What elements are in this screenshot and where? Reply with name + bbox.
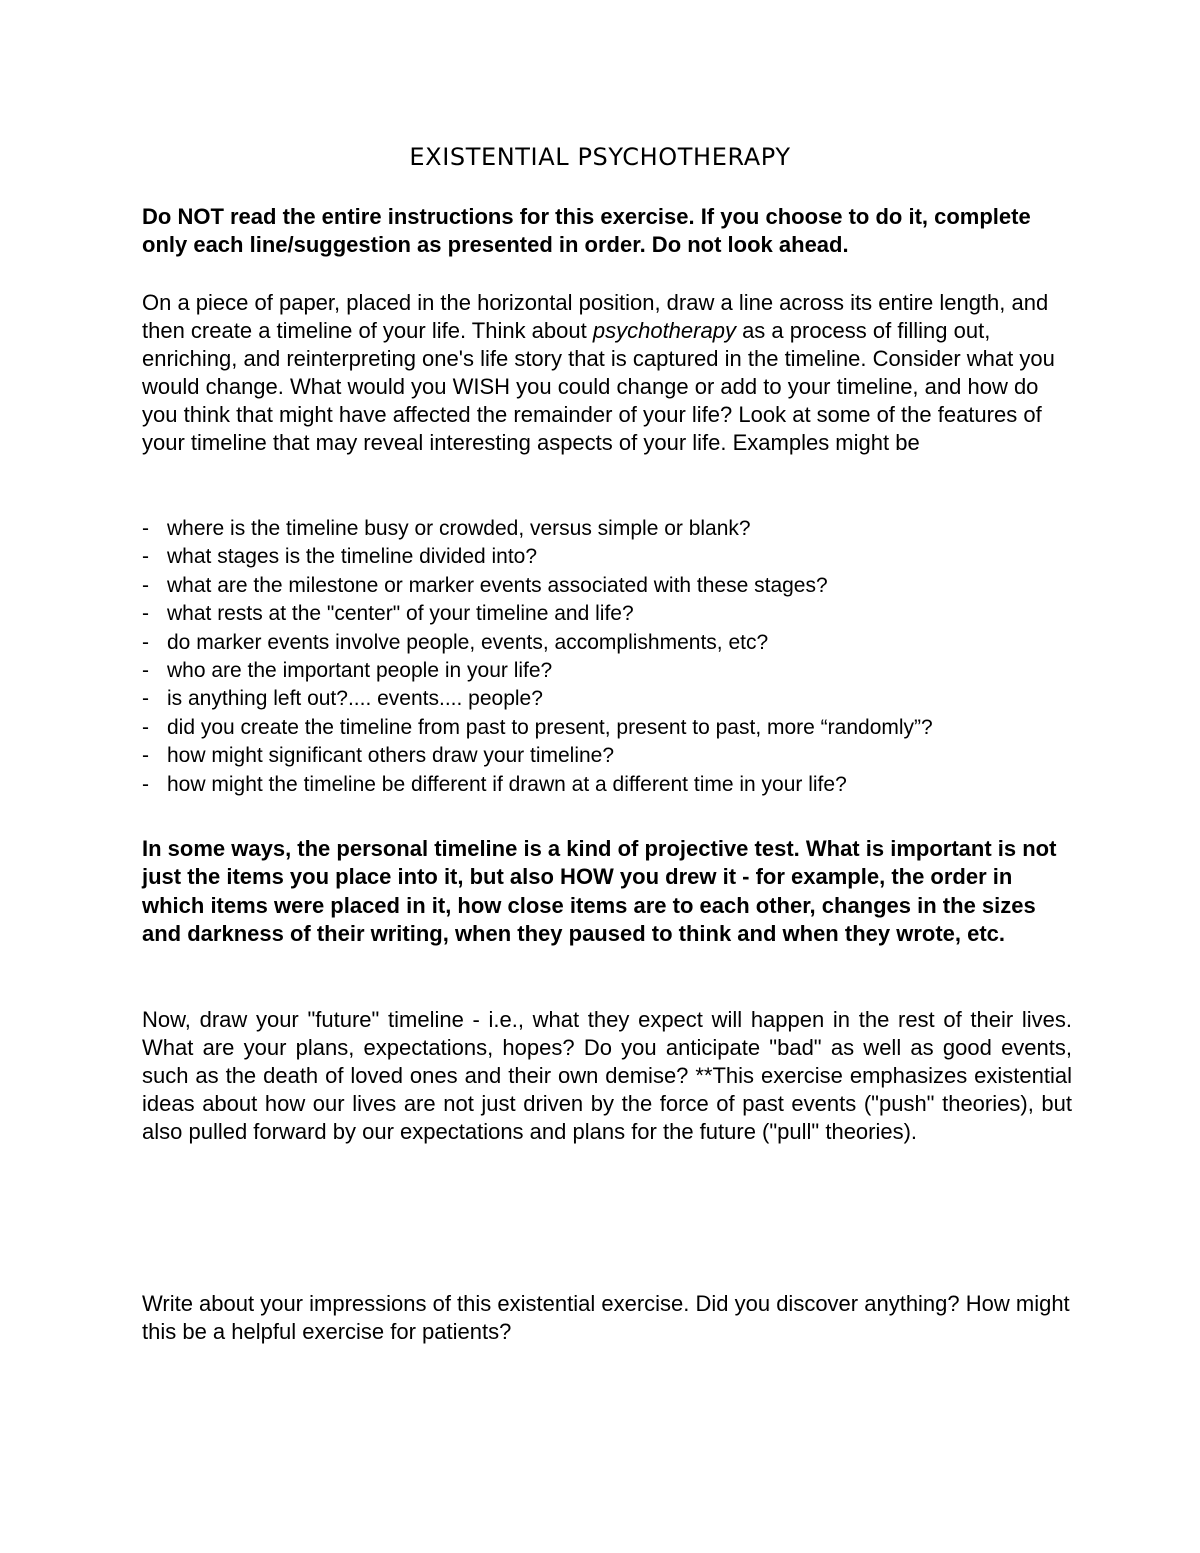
psychotherapy-emphasis: psychotherapy <box>592 318 736 343</box>
timeline-instructions-part2: as a process of filling out, enriching, and reinterpreting one's life story that is captured in the timeline. Consider what you would change. What would you WISH you could change or add to your timeline, and how do you think that might have affected the remainder of your life? Look at some of the features of your timeline that may reveal interesting aspects of your life. Examples might be <box>142 318 1055 455</box>
list-item-text: what are the milestone or marker events associated with these stages? <box>167 573 828 597</box>
list-item <box>142 685 1072 713</box>
timeline-instructions-part1: On a piece of paper, placed in the horizontal position, draw a line across its entire length, and then create a timeline of your life. Think about <box>142 290 1049 343</box>
reflection-prompt: Write about your impressions of this existential exercise. Did you discover anything? How might this be a helpful exercise for patients? <box>142 1291 1070 1344</box>
bullet-dash: - <box>142 517 149 540</box>
list-item <box>142 572 1072 600</box>
bullet-dash: - <box>142 602 149 626</box>
timeline-instructions <box>142 289 1072 457</box>
list-item <box>142 771 1072 799</box>
list-item <box>142 742 1072 770</box>
list-item-text: do marker events involve people, events, accomplishments, etc? <box>167 630 769 654</box>
list-item-text: how might the timeline be different if drawn at a different time in your life? <box>167 772 847 796</box>
bullet-dash: - <box>142 772 149 796</box>
list-item <box>142 543 1072 571</box>
bullet-dash: - <box>142 744 149 768</box>
bullet-dash: - <box>142 573 149 597</box>
list-item <box>142 629 1072 657</box>
list-item <box>142 714 1072 742</box>
list-item-text: where is the timeline busy or crowded, versus simple or blank? <box>167 517 751 540</box>
list-item-text: what stages is the timeline divided into? <box>167 545 538 569</box>
instructions-warning: Do NOT read the entire instructions for this exercise. If you choose to do it, complete only each line/suggestion as presented in order. Do not look ahead. <box>142 204 1031 257</box>
examples-list <box>142 515 1072 799</box>
bullet-dash: - <box>142 715 149 739</box>
projective-test-paragraph: In some ways, the personal timeline is a kind of projective test. What is important is not just the items you place into it, but also HOW you drew it - for example, the order in which items were placed in it, how close items are to each other, changes in the sizes and darkness of their writing, when they paused to think and when they wrote, etc. <box>142 836 1057 946</box>
list-item <box>142 600 1072 628</box>
list-item-text: did you create the timeline from past to present, present to past, more “randomly”? <box>167 715 933 739</box>
list-item-text: is anything left out?.... events.... people? <box>167 687 543 711</box>
list-item-text: how might significant others draw your timeline? <box>167 744 615 768</box>
list-item <box>142 515 1072 543</box>
bullet-dash: - <box>142 687 149 711</box>
list-item-text: what rests at the "center" of your timeline and life? <box>167 602 634 626</box>
list-item-text: who are the important people in your life? <box>167 659 553 683</box>
bullet-dash: - <box>142 545 149 569</box>
document-title: EXISTENTIAL PSYCHOTHERAPY <box>409 143 791 171</box>
bullet-dash: - <box>142 659 149 683</box>
bullet-dash: - <box>142 630 149 654</box>
list-item <box>142 657 1072 685</box>
future-timeline-paragraph: Now, draw your "future" timeline - i.e., what they expect will happen in the rest of their lives. What are your plans, expectations, hopes? Do you anticipate "bad" as well as good events, such as the death of loved ones and their own demise? **This exercise emphasizes existential ideas about how our lives are not just driven by the force of past events ("push" theories), but also pulled forward by our expectations and plans for the future ("pull" theories). <box>142 1007 1072 1144</box>
